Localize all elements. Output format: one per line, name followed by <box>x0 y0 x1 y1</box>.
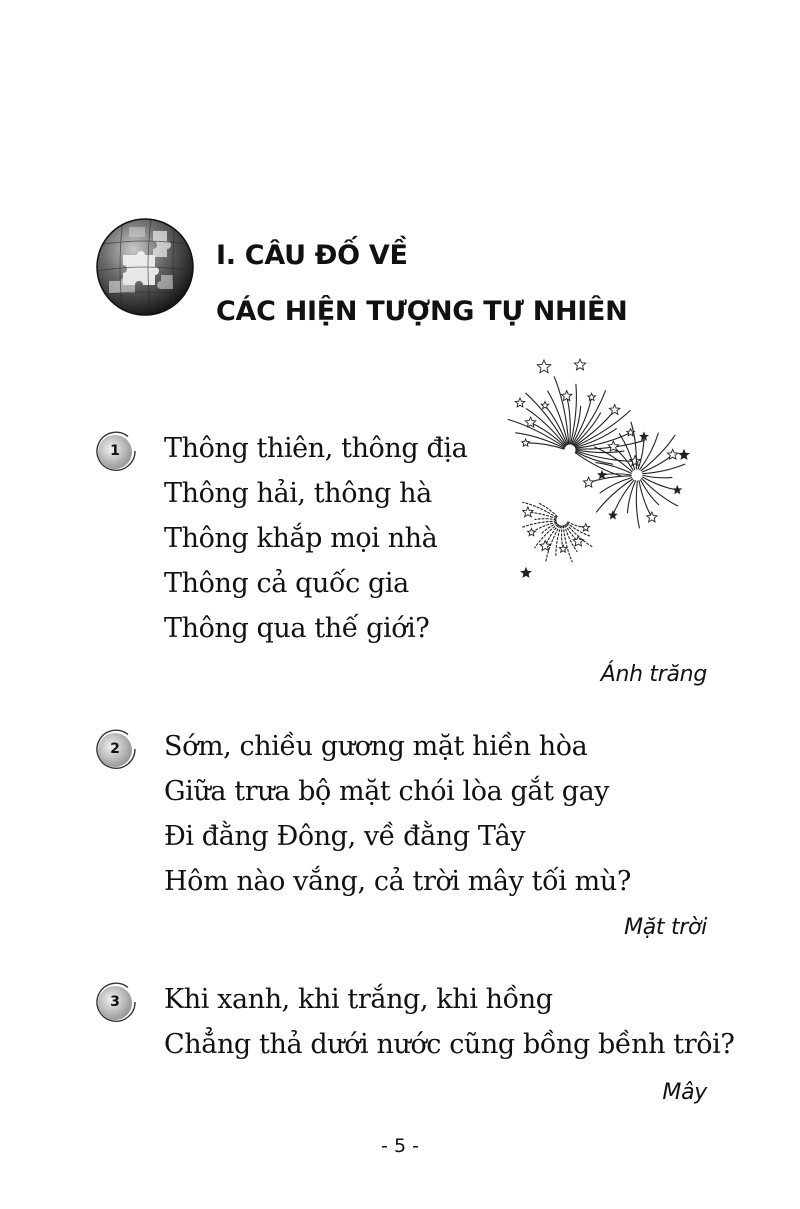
firework-ray <box>636 481 639 528</box>
riddle-answer: Ánh trăng <box>600 662 707 687</box>
firework-star <box>521 568 531 577</box>
firework-ray <box>541 523 557 534</box>
firework-ray <box>571 384 577 444</box>
firework-star <box>609 511 617 518</box>
firework-ray <box>628 481 636 513</box>
riddle-verse <box>164 426 467 651</box>
firework-star <box>515 398 525 407</box>
firework-star <box>537 360 550 373</box>
verse-line: Hôm nào vắng, cả trời mây tối mù? <box>164 866 631 897</box>
firework-star <box>647 512 658 522</box>
verse-line: Thông khắp mọi nhà <box>164 523 438 554</box>
firework-star <box>582 524 590 531</box>
firework-ray <box>526 443 565 449</box>
firework-ray <box>575 411 630 447</box>
firework-star <box>674 486 682 493</box>
riddle-verse <box>164 977 734 1067</box>
firework-star <box>522 439 530 446</box>
verse-line: Chẳng thả dưới nước cũng bồng bềnh trôi? <box>164 1029 735 1060</box>
firework-star <box>559 545 567 552</box>
verse-line: Sớm, chiều gương mặt hiền hòa <box>164 731 588 762</box>
riddle-number-badge <box>95 982 141 1028</box>
riddle-number: 1 <box>110 443 120 459</box>
firework-ray <box>528 512 556 518</box>
firework-star <box>525 417 535 427</box>
section-title <box>216 228 627 340</box>
riddle-answer: Mặt trời <box>624 915 707 940</box>
riddle-number-badge <box>95 729 141 775</box>
riddle-number: 3 <box>110 994 120 1010</box>
verse-line: Thông hải, thông hà <box>164 478 432 509</box>
firework-star <box>523 507 534 517</box>
puzzle-globe-icon <box>93 215 197 319</box>
fireworks-illustration <box>492 355 707 585</box>
verse-line: Thông qua thế giới? <box>164 613 430 644</box>
firework-star <box>679 450 689 459</box>
firework-ray <box>563 526 572 562</box>
firework-ray <box>554 377 569 444</box>
firework-star <box>583 477 593 487</box>
firework-star <box>640 433 648 440</box>
verse-line: Thông cả quốc gia <box>164 568 409 599</box>
section-title-line-2: CÁC HIỆN TƯỢNG TỰ NHIÊN <box>216 296 628 327</box>
section-title-line-1: I. CÂU ĐỐ VỀ <box>216 240 408 271</box>
verse-line: Thông thiên, thông địa <box>164 433 468 464</box>
riddle-number: 2 <box>110 741 120 757</box>
firework-ray <box>522 521 556 527</box>
firework-star <box>541 402 549 409</box>
riddle-number-badge <box>95 431 141 477</box>
firework-ray <box>643 477 678 490</box>
riddle-answer: Mây <box>662 1080 707 1105</box>
firework-ray <box>600 478 632 493</box>
page-number: - 5 - <box>381 1135 419 1157</box>
firework-star <box>574 359 585 370</box>
verse-line: Giữa trưa bộ mặt chói lòa gắt gay <box>164 776 610 807</box>
firework-ray <box>535 519 556 520</box>
firework-star <box>528 529 536 536</box>
firework-star <box>598 471 606 478</box>
firework-ray <box>539 503 558 517</box>
firework-ray <box>643 475 672 477</box>
verse-line: Khi xanh, khi trắng, khi hồng <box>164 984 553 1015</box>
verse-line: Đi đằng Đông, về đằng Tây <box>164 821 526 852</box>
firework-ray <box>575 453 621 476</box>
riddle-verse <box>164 724 631 904</box>
firework-star <box>562 391 572 401</box>
firework-star <box>609 405 620 415</box>
firework-ray <box>642 479 678 506</box>
firework-star <box>588 393 596 400</box>
